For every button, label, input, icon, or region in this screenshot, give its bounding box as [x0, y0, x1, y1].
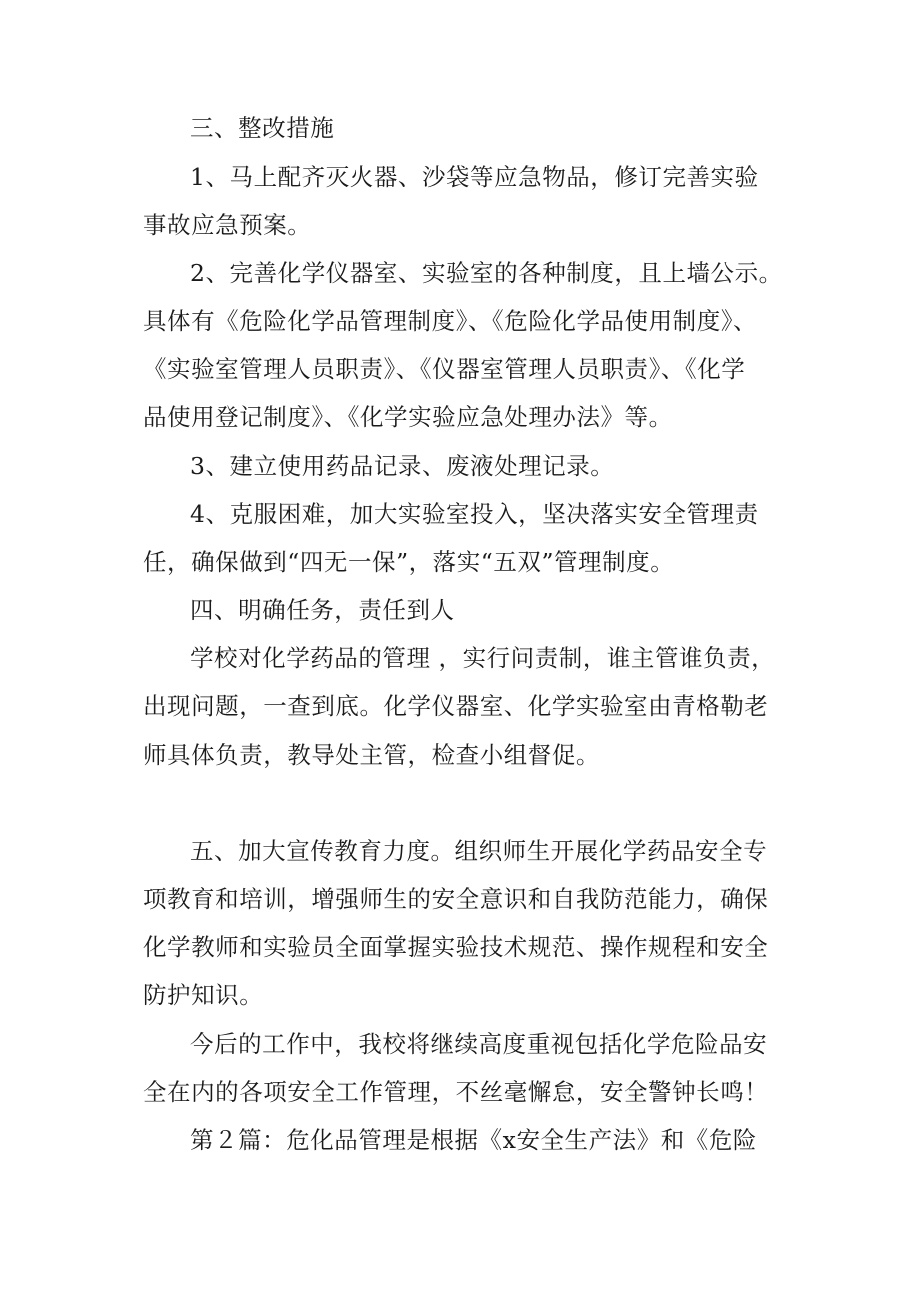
paragraph-line: 品使用登记制度》、《化学实验应急处理办法》等。 — [143, 403, 673, 431]
paragraph-line: 出现问题，一查到底。化学仪器室、化学实验室由青格勒老 — [143, 692, 769, 720]
paragraph-line: 学校对化学药品的管理 ，实行问责制，谁主管谁负责， — [190, 644, 776, 672]
paragraph-line: 化学教师和实验员全面掌握实验技术规范、操作规程和安全 — [143, 933, 769, 961]
paragraph-line: 师具体负责，教导处主管，检查小组督促。 — [143, 741, 600, 769]
paragraph-line: 任，确保做到“四无一保”，落实“五双”管理制度。 — [143, 548, 675, 576]
section-heading-rectification-measures: 三、整改措施 — [190, 114, 335, 142]
paragraph-line: 2、完善化学仪器室、实验室的各种制度，且上墙公示。 — [190, 259, 783, 287]
paragraph-line: 五、加大宣传教育力度。组织师生开展化学药品安全专 — [190, 837, 768, 865]
paragraph-line: 3、建立使用药品记录、废液处理记录。 — [190, 452, 615, 480]
paragraph-line: 全在内的各项安全工作管理，不丝毫懈怠，安全警钟长鸣！ — [143, 1078, 769, 1106]
paragraph-line: 《实验室管理人员职责》、《仪器室管理人员职责》、《化学 — [143, 355, 746, 383]
paragraph-line: 4、克服困难，加大实验室投入，坚决落实安全管理责 — [190, 500, 759, 528]
paragraph-line-next-article: 第２篇：危化品管理是根据《x安全生产法》和《危险 — [190, 1126, 757, 1154]
paragraph-line: 今后的工作中，我校将继续高度重视包括化学危险品安 — [190, 1030, 768, 1058]
paragraph-line: 项教育和培训，增强师生的安全意识和自我防范能力，确保 — [143, 885, 769, 913]
paragraph-line: 防护知识。 — [143, 981, 264, 1009]
paragraph-line: 事故应急预案。 — [143, 211, 312, 239]
paragraph-line: 1、马上配齐灭火器、沙袋等应急物品，修订完善实验 — [190, 163, 759, 191]
section-heading-responsibilities: 四、明确任务，责任到人 — [190, 596, 455, 624]
paragraph-line: 具体有《危险化学品管理制度》、《危险化学品使用制度》、 — [143, 307, 758, 335]
